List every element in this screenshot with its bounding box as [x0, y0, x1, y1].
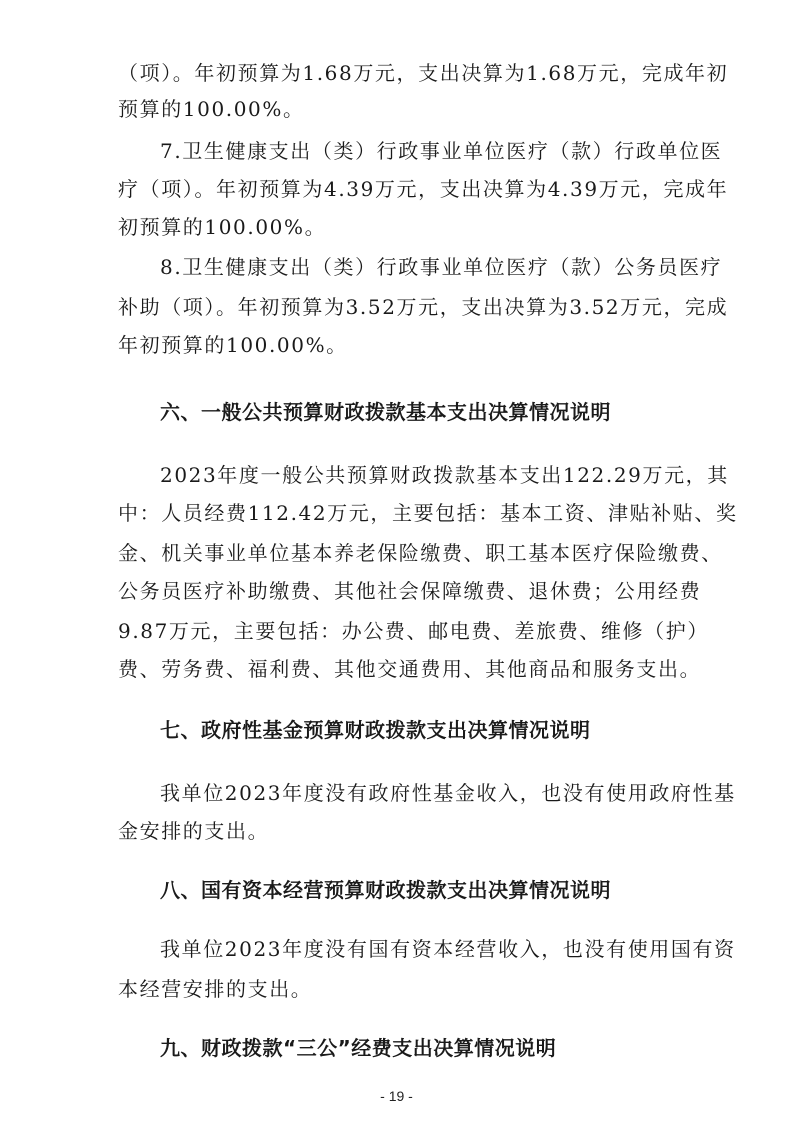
page-number: - 19 -: [380, 1088, 413, 1104]
body-line: 金、机关事业单位基本养老保险缴费、职工基本医疗保险缴费、: [118, 541, 723, 565]
body-line: 本经营安排的支出。: [118, 977, 313, 1001]
body-line: （项）。年初预算为1.68万元，支出决算为1.68万元，完成年初: [118, 61, 729, 85]
body-line: 费、劳务费、福利费、其他交通费用、其他商品和服务支出。: [118, 657, 702, 681]
body-line: 9.87万元，主要包括：办公费、邮电费、差旅费、维修（护）: [118, 619, 709, 643]
section-heading: 七、政府性基金预算财政拨款支出决算情况说明: [160, 718, 591, 742]
section-heading: 八、国有资本经营预算财政拨款支出决算情况说明: [160, 878, 611, 902]
body-line: 8.卫生健康支出（类）行政事业单位医疗（款）公务员医疗: [160, 255, 723, 279]
body-line: 初预算的100.00%。: [118, 215, 327, 239]
body-line: 金安排的支出。: [118, 819, 270, 843]
body-line: 中：人员经费112.42万元，主要包括：基本工资、津贴补贴、奖: [118, 501, 738, 525]
body-line: 补助（项）。年初预算为3.52万元，支出决算为3.52万元，完成: [118, 295, 729, 319]
body-line: 我单位2023年度没有国有资本经营收入，也没有使用国有资: [160, 937, 736, 961]
body-line: 年初预算的100.00%。: [118, 333, 348, 357]
body-line: 2023年度一般公共预算财政拨款基本支出122.29万元，其: [160, 463, 729, 487]
body-line: 疗（项）。年初预算为4.39万元，支出决算为4.39万元，完成年: [118, 177, 729, 201]
section-heading: 六、一般公共预算财政拨款基本支出决算情况说明: [160, 400, 611, 424]
body-line: 预算的100.00%。: [118, 97, 305, 121]
section-heading: 九、财政拨款“三公”经费支出决算情况说明: [160, 1036, 557, 1060]
body-line: 我单位2023年度没有政府性基金收入，也没有使用政府性基: [160, 781, 736, 805]
body-line: 公务员医疗补助缴费、其他社会保障缴费、退休费；公用经费: [118, 579, 702, 603]
body-line: 7.卫生健康支出（类）行政事业单位医疗（款）行政单位医: [160, 139, 723, 163]
